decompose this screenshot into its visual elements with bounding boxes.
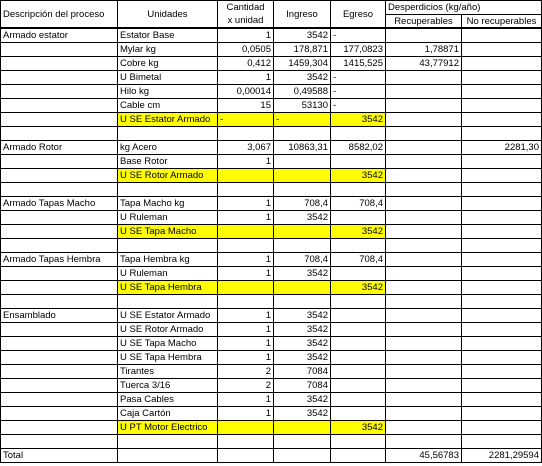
cell-unidad[interactable]: U PT Motor Electrico: [117, 420, 218, 435]
cell-no-recuperables[interactable]: [461, 336, 542, 351]
cell-unidad[interactable]: U SE Tapa Macho: [117, 336, 218, 351]
cell-unidad[interactable]: Cobre kg: [117, 56, 218, 71]
cell-egreso[interactable]: [330, 406, 386, 421]
cell-unidad[interactable]: Tuerca 3/16: [117, 378, 218, 393]
cell-descripcion[interactable]: [0, 434, 118, 449]
cell-no-recuperables[interactable]: [461, 434, 542, 449]
cell-egreso[interactable]: -: [330, 84, 386, 99]
cell-cantidad[interactable]: 1: [217, 196, 274, 211]
cell-descripcion[interactable]: [0, 336, 118, 351]
cell-cantidad[interactable]: [217, 182, 274, 197]
header-ingreso[interactable]: Ingreso: [273, 0, 331, 28]
cell-egreso[interactable]: 708,4: [330, 196, 386, 211]
cell-cantidad[interactable]: -: [217, 112, 274, 127]
cell-recuperables[interactable]: [385, 28, 462, 43]
cell-cantidad[interactable]: 0,00014: [217, 84, 274, 99]
cell-egreso[interactable]: -: [330, 98, 386, 113]
cell-egreso[interactable]: [330, 294, 386, 309]
cell-egreso[interactable]: 3542: [330, 112, 386, 127]
cell-unidad[interactable]: U Ruleman: [117, 210, 218, 225]
cell-descripcion[interactable]: Armado estator: [0, 28, 118, 43]
cell-no-recuperables[interactable]: [461, 322, 542, 337]
cell-cantidad[interactable]: [217, 224, 274, 239]
cell-cantidad[interactable]: 1: [217, 70, 274, 85]
cell-descripcion[interactable]: [0, 266, 118, 281]
cell-cantidad[interactable]: [217, 420, 274, 435]
cell-recuperables[interactable]: [385, 182, 462, 197]
cell-descripcion[interactable]: [0, 112, 118, 127]
cell-recuperables[interactable]: [385, 154, 462, 169]
cell-unidad[interactable]: kg Acero: [117, 140, 218, 155]
cell-ingreso[interactable]: 1459,304: [273, 56, 331, 71]
cell-cantidad[interactable]: 1: [217, 392, 274, 407]
cell-cantidad[interactable]: [217, 434, 274, 449]
cell-recuperables[interactable]: [385, 98, 462, 113]
cell-no-recuperables[interactable]: [461, 168, 542, 183]
cell-recuperables[interactable]: [385, 420, 462, 435]
cell-no-recuperables[interactable]: [461, 308, 542, 323]
cell-cantidad[interactable]: 0,0505: [217, 42, 274, 57]
cell-unidad[interactable]: Tapa Macho kg: [117, 196, 218, 211]
cell-recuperables[interactable]: [385, 280, 462, 295]
cell-cantidad[interactable]: 1: [217, 266, 274, 281]
cell-recuperables[interactable]: [385, 70, 462, 85]
cell-cantidad[interactable]: [217, 280, 274, 295]
cell-no-recuperables[interactable]: [461, 350, 542, 365]
cell-no-recuperables[interactable]: [461, 406, 542, 421]
cell-recuperables[interactable]: [385, 196, 462, 211]
cell-ingreso[interactable]: 3542: [273, 266, 331, 281]
cell-unidad[interactable]: Hilo kg: [117, 84, 218, 99]
cell-cantidad[interactable]: 2: [217, 378, 274, 393]
cell-recuperables[interactable]: 43,77912: [385, 56, 462, 71]
cell-egreso[interactable]: [330, 448, 386, 463]
cell-no-recuperables[interactable]: [461, 42, 542, 57]
cell-egreso[interactable]: -: [330, 28, 386, 43]
cell-cantidad[interactable]: 1: [217, 350, 274, 365]
cell-ingreso[interactable]: [273, 294, 331, 309]
cell-unidad[interactable]: [117, 434, 218, 449]
cell-ingreso[interactable]: 3542: [273, 392, 331, 407]
cell-descripcion[interactable]: Ensamblado: [0, 308, 118, 323]
cell-descripcion[interactable]: [0, 42, 118, 57]
cell-ingreso[interactable]: 7084: [273, 378, 331, 393]
cell-egreso[interactable]: [330, 350, 386, 365]
cell-recuperables[interactable]: [385, 308, 462, 323]
cell-cantidad[interactable]: 2: [217, 364, 274, 379]
cell-descripcion[interactable]: [0, 84, 118, 99]
cell-unidad[interactable]: Mylar kg: [117, 42, 218, 57]
cell-unidad[interactable]: U SE Estator Armado: [117, 112, 218, 127]
cell-ingreso[interactable]: 3542: [273, 308, 331, 323]
cell-descripcion[interactable]: [0, 406, 118, 421]
cell-cantidad[interactable]: 1: [217, 210, 274, 225]
cell-descripcion[interactable]: [0, 126, 118, 141]
cell-ingreso[interactable]: 708,4: [273, 252, 331, 267]
header-recuperables[interactable]: Recuperables: [385, 14, 462, 28]
cell-ingreso[interactable]: [273, 280, 331, 295]
cell-recuperables[interactable]: 1,78871: [385, 42, 462, 57]
cell-ingreso[interactable]: 7084: [273, 364, 331, 379]
cell-descripcion[interactable]: [0, 168, 118, 183]
cell-recuperables[interactable]: [385, 322, 462, 337]
cell-egreso[interactable]: 3542: [330, 280, 386, 295]
cell-descripcion[interactable]: Total: [0, 448, 118, 463]
cell-descripcion[interactable]: [0, 378, 118, 393]
cell-cantidad[interactable]: 1: [217, 308, 274, 323]
cell-recuperables[interactable]: [385, 126, 462, 141]
cell-ingreso[interactable]: 0,49588: [273, 84, 331, 99]
cell-cantidad[interactable]: [217, 448, 274, 463]
cell-descripcion[interactable]: Armado Tapas Macho: [0, 196, 118, 211]
cell-recuperables[interactable]: [385, 252, 462, 267]
cell-cantidad[interactable]: [217, 168, 274, 183]
cell-cantidad[interactable]: 1: [217, 322, 274, 337]
cell-cantidad[interactable]: [217, 126, 274, 141]
cell-no-recuperables[interactable]: 2281,29594: [461, 448, 542, 463]
cell-no-recuperables[interactable]: [461, 112, 542, 127]
cell-ingreso[interactable]: 3542: [273, 350, 331, 365]
cell-egreso[interactable]: [330, 392, 386, 407]
cell-descripcion[interactable]: [0, 224, 118, 239]
cell-recuperables[interactable]: [385, 238, 462, 253]
cell-recuperables[interactable]: [385, 224, 462, 239]
cell-ingreso[interactable]: [273, 168, 331, 183]
cell-no-recuperables[interactable]: [461, 84, 542, 99]
cell-descripcion[interactable]: Armado Rotor: [0, 140, 118, 155]
cell-egreso[interactable]: [330, 126, 386, 141]
cell-ingreso[interactable]: 10863,31: [273, 140, 331, 155]
cell-unidad[interactable]: U SE Rotor Armado: [117, 322, 218, 337]
cell-unidad[interactable]: [117, 448, 218, 463]
header-no-recuperables[interactable]: No recuperables: [461, 14, 542, 28]
cell-recuperables[interactable]: [385, 294, 462, 309]
cell-no-recuperables[interactable]: [461, 28, 542, 43]
cell-ingreso[interactable]: -: [273, 112, 331, 127]
cell-recuperables[interactable]: [385, 392, 462, 407]
cell-ingreso[interactable]: [273, 420, 331, 435]
cell-unidad[interactable]: Base Rotor: [117, 154, 218, 169]
cell-ingreso[interactable]: 3542: [273, 322, 331, 337]
cell-cantidad[interactable]: [217, 294, 274, 309]
cell-unidad[interactable]: [117, 182, 218, 197]
cell-recuperables[interactable]: 45,56783: [385, 448, 462, 463]
cell-no-recuperables[interactable]: [461, 70, 542, 85]
cell-cantidad[interactable]: 15: [217, 98, 274, 113]
cell-egreso[interactable]: [330, 182, 386, 197]
cell-cantidad[interactable]: 1: [217, 28, 274, 43]
cell-ingreso[interactable]: 3542: [273, 336, 331, 351]
cell-descripcion[interactable]: [0, 280, 118, 295]
header-descripcion[interactable]: Descripción del proceso: [0, 0, 118, 28]
header-desperdicios[interactable]: Desperdicios (kg/año): [385, 0, 542, 15]
cell-unidad[interactable]: [117, 238, 218, 253]
cell-unidad[interactable]: Tapa Hembra kg: [117, 252, 218, 267]
cell-no-recuperables[interactable]: [461, 126, 542, 141]
cell-no-recuperables[interactable]: [461, 210, 542, 225]
cell-unidad[interactable]: U Ruleman: [117, 266, 218, 281]
cell-no-recuperables[interactable]: [461, 196, 542, 211]
cell-egreso[interactable]: [330, 210, 386, 225]
cell-recuperables[interactable]: [385, 350, 462, 365]
cell-unidad[interactable]: U SE Tapa Macho: [117, 224, 218, 239]
cell-egreso[interactable]: [330, 308, 386, 323]
cell-egreso[interactable]: 708,4: [330, 252, 386, 267]
cell-descripcion[interactable]: [0, 154, 118, 169]
cell-no-recuperables[interactable]: [461, 364, 542, 379]
cell-cantidad[interactable]: 1: [217, 252, 274, 267]
cell-ingreso[interactable]: [273, 154, 331, 169]
header-cantidad-line2[interactable]: x unidad: [217, 14, 274, 28]
cell-egreso[interactable]: 177,0823: [330, 42, 386, 57]
cell-cantidad[interactable]: 1: [217, 154, 274, 169]
cell-no-recuperables[interactable]: [461, 266, 542, 281]
cell-descripcion[interactable]: [0, 420, 118, 435]
cell-unidad[interactable]: Cable cm: [117, 98, 218, 113]
cell-recuperables[interactable]: [385, 336, 462, 351]
cell-no-recuperables[interactable]: [461, 154, 542, 169]
cell-ingreso[interactable]: [273, 448, 331, 463]
cell-ingreso[interactable]: [273, 182, 331, 197]
cell-descripcion[interactable]: [0, 350, 118, 365]
cell-no-recuperables[interactable]: [461, 224, 542, 239]
cell-egreso[interactable]: [330, 364, 386, 379]
cell-recuperables[interactable]: [385, 406, 462, 421]
cell-descripcion[interactable]: [0, 182, 118, 197]
cell-ingreso[interactable]: 178,871: [273, 42, 331, 57]
header-egreso[interactable]: Egreso: [330, 0, 386, 28]
cell-egreso[interactable]: 8582,02: [330, 140, 386, 155]
cell-descripcion[interactable]: [0, 98, 118, 113]
cell-recuperables[interactable]: [385, 434, 462, 449]
cell-egreso[interactable]: 3542: [330, 224, 386, 239]
cell-descripcion[interactable]: [0, 210, 118, 225]
cell-descripcion[interactable]: [0, 364, 118, 379]
cell-cantidad[interactable]: 3,067: [217, 140, 274, 155]
cell-unidad[interactable]: U SE Tapa Hembra: [117, 280, 218, 295]
cell-ingreso[interactable]: [273, 126, 331, 141]
cell-descripcion[interactable]: [0, 56, 118, 71]
cell-cantidad[interactable]: [217, 238, 274, 253]
cell-ingreso[interactable]: [273, 224, 331, 239]
cell-unidad[interactable]: Estator Base: [117, 28, 218, 43]
cell-egreso[interactable]: [330, 154, 386, 169]
cell-no-recuperables[interactable]: [461, 182, 542, 197]
cell-recuperables[interactable]: [385, 364, 462, 379]
cell-recuperables[interactable]: [385, 378, 462, 393]
cell-unidad[interactable]: U Bimetal: [117, 70, 218, 85]
header-cantidad-line1[interactable]: Cantidad: [217, 0, 274, 14]
cell-no-recuperables[interactable]: [461, 378, 542, 393]
cell-unidad[interactable]: U SE Tapa Hembra: [117, 350, 218, 365]
cell-recuperables[interactable]: [385, 84, 462, 99]
cell-recuperables[interactable]: [385, 112, 462, 127]
cell-ingreso[interactable]: 3542: [273, 28, 331, 43]
cell-unidad[interactable]: U SE Estator Armado: [117, 308, 218, 323]
cell-unidad[interactable]: Tirantes: [117, 364, 218, 379]
cell-recuperables[interactable]: [385, 168, 462, 183]
cell-recuperables[interactable]: [385, 210, 462, 225]
cell-no-recuperables[interactable]: [461, 252, 542, 267]
cell-egreso[interactable]: 1415,525: [330, 56, 386, 71]
cell-no-recuperables[interactable]: [461, 420, 542, 435]
cell-recuperables[interactable]: [385, 266, 462, 281]
cell-ingreso[interactable]: [273, 434, 331, 449]
cell-ingreso[interactable]: [273, 238, 331, 253]
cell-descripcion[interactable]: [0, 294, 118, 309]
cell-egreso[interactable]: [330, 238, 386, 253]
cell-ingreso[interactable]: 3542: [273, 210, 331, 225]
cell-unidad[interactable]: Caja Cartón: [117, 406, 218, 421]
cell-ingreso[interactable]: 3542: [273, 70, 331, 85]
cell-no-recuperables[interactable]: 2281,30: [461, 140, 542, 155]
header-unidades[interactable]: Unidades: [117, 0, 218, 28]
cell-egreso[interactable]: -: [330, 70, 386, 85]
cell-egreso[interactable]: 3542: [330, 168, 386, 183]
cell-egreso[interactable]: [330, 322, 386, 337]
cell-descripcion[interactable]: [0, 70, 118, 85]
cell-egreso[interactable]: [330, 434, 386, 449]
cell-no-recuperables[interactable]: [461, 280, 542, 295]
cell-egreso[interactable]: [330, 336, 386, 351]
cell-cantidad[interactable]: 1: [217, 406, 274, 421]
cell-descripcion[interactable]: [0, 322, 118, 337]
cell-unidad[interactable]: [117, 294, 218, 309]
cell-egreso[interactable]: [330, 266, 386, 281]
cell-unidad[interactable]: [117, 126, 218, 141]
cell-unidad[interactable]: U SE Rotor Armado: [117, 168, 218, 183]
cell-egreso[interactable]: 3542: [330, 420, 386, 435]
cell-ingreso[interactable]: 3542: [273, 406, 331, 421]
cell-descripcion[interactable]: [0, 392, 118, 407]
cell-descripcion[interactable]: Armado Tapas Hembra: [0, 252, 118, 267]
cell-egreso[interactable]: [330, 378, 386, 393]
cell-unidad[interactable]: Pasa Cables: [117, 392, 218, 407]
cell-recuperables[interactable]: [385, 140, 462, 155]
cell-descripcion[interactable]: [0, 238, 118, 253]
cell-no-recuperables[interactable]: [461, 98, 542, 113]
cell-ingreso[interactable]: 53130: [273, 98, 331, 113]
cell-cantidad[interactable]: 1: [217, 336, 274, 351]
cell-no-recuperables[interactable]: [461, 56, 542, 71]
cell-ingreso[interactable]: 708,4: [273, 196, 331, 211]
cell-cantidad[interactable]: 0,412: [217, 56, 274, 71]
cell-no-recuperables[interactable]: [461, 392, 542, 407]
cell-no-recuperables[interactable]: [461, 238, 542, 253]
cell-no-recuperables[interactable]: [461, 294, 542, 309]
